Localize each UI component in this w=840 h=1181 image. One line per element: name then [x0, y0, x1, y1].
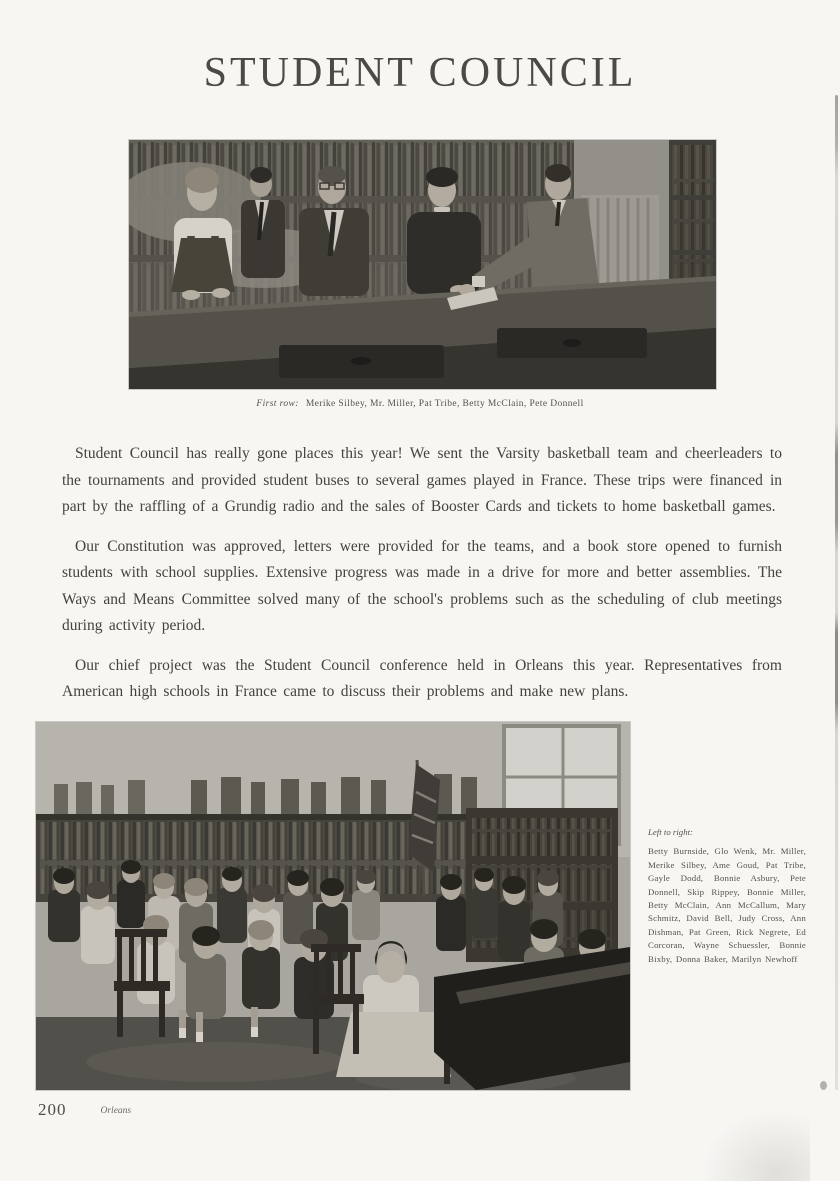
officers-photo: [129, 140, 716, 389]
officers-photo-illustration: [129, 140, 716, 389]
page-edge-artifact: [835, 95, 838, 1090]
officers-photo-caption: [0, 399, 840, 409]
group-photo: [36, 722, 630, 1090]
page-title: STUDENT COUNCIL: [203, 50, 637, 96]
article-paragraph-2: Our Constitution was approved, letters were provided for the teams, and a book store opened to furnish students with school supplies. Extensive progress was made in a drive for more and better assemblies. The Ways and Means Committee solved many of the school's problems such as the scheduling of club meetings during activity period.: [62, 537, 782, 634]
article-paragraph-3: Our chief project was the Student Council conference held in Orleans this year. Representatives from American high schools in France came to discuss their problems and make new plans.: [62, 656, 782, 700]
caption2-names: Betty Burnside, Glo Wenk, Mr. Miller, Merike Silbey, Ame Goud, Pat Tribe, Gayle Dodd, Bonnie Asbury, Pete Donnell, Skip Rippey, Bonnie Miller, Betty McClain, Ann McCallum, Mary Schmitz, David Bell, Judy Cross, Ann Dishman, Pat Green, Rick Negrete, Ed Corcoran, Wayne Schuessler, Bonnie Bixby, Donna Baker, Marilyn Newhoff: [648, 846, 806, 964]
article-text: [62, 441, 782, 719]
scan-smudge: [700, 1110, 810, 1181]
scan-speck: [820, 1081, 827, 1090]
article-paragraph-1: Student Council has really gone places this year! We sent the Varsity basketball team and cheerleaders to the tournaments and provided student buses to several games played in France. These trips were financed in part by the raffling of a Grundig radio and the sales of Booster Cards and tickets to home basketball games.: [62, 445, 782, 515]
page-footer: [38, 1100, 131, 1120]
group-photo-caption: [648, 826, 806, 966]
book-title: Orleans: [100, 1106, 132, 1116]
caption2-lead-in: Left to right:: [648, 827, 693, 837]
caption1-names: Merike Silbey, Mr. Miller, Pat Tribe, Betty McClain, Pete Donnell: [305, 399, 584, 409]
page-number: 200: [38, 1100, 67, 1119]
group-photo-illustration: [36, 722, 630, 1090]
caption1-lead-in: First row:: [256, 399, 299, 409]
